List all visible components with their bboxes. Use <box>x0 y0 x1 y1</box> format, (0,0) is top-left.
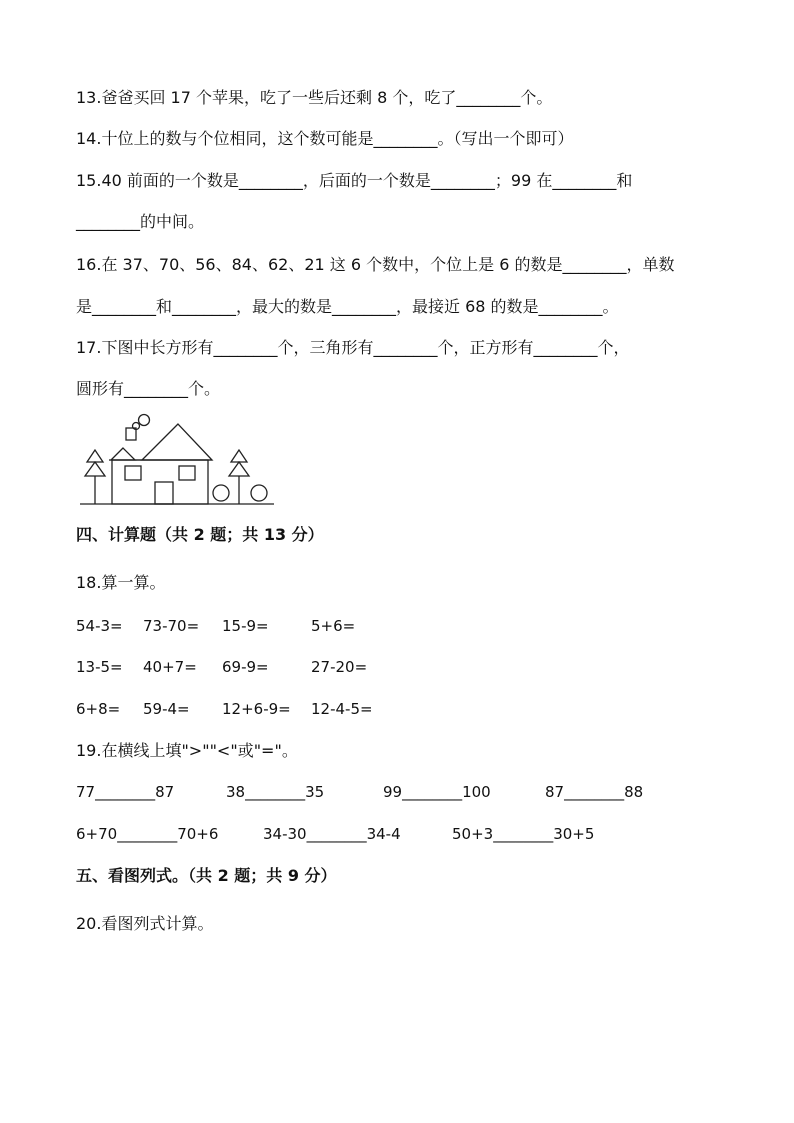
calc-item: 15-9= <box>222 617 269 635</box>
roof-triangle-small <box>111 448 135 460</box>
question-15-line1: 15.40 前面的一个数是________，后面的一个数是________；99 在________和 <box>76 171 633 190</box>
left-tree-bottom-triangle <box>85 462 105 476</box>
question-15-line2: ________的中间。 <box>76 212 205 231</box>
right-tree-bottom-triangle <box>229 462 249 476</box>
compare-item: 6+70________70+6 <box>76 825 219 843</box>
question-20: 20.看图列式计算。 <box>76 914 214 933</box>
calc-item: 13-5= <box>76 658 123 676</box>
question-18: 18.算一算。 <box>76 573 166 592</box>
question-17-line1: 17.下图中长方形有________个，三角形有________个，正方形有________个， <box>76 338 630 357</box>
roof-triangle-large <box>142 424 212 460</box>
calc-item: 27-20= <box>311 658 368 676</box>
calc-item: 73-70= <box>143 617 200 635</box>
calc-item: 6+8= <box>76 700 121 718</box>
question-17-line2: 圆形有________个。 <box>76 379 221 398</box>
calc-item: 69-9= <box>222 658 269 676</box>
compare-item: 87________88 <box>545 783 644 801</box>
window-right <box>179 466 195 480</box>
calc-item: 54-3= <box>76 617 123 635</box>
smoke-circle-large <box>139 415 150 426</box>
compare-item: 99________100 <box>383 783 491 801</box>
circle-right <box>251 485 267 501</box>
window-left <box>125 466 141 480</box>
circle-left <box>213 485 229 501</box>
question-13: 13.爸爸买回 17 个苹果，吃了一些后还剩 8 个，吃了________个。 <box>76 88 553 107</box>
compare-item: 34-30________34-4 <box>263 825 401 843</box>
calc-item: 12+6-9= <box>222 700 291 718</box>
section-4-heading: 四、计算题（共 2 题；共 13 分） <box>76 525 324 544</box>
compare-item: 50+3________30+5 <box>452 825 595 843</box>
question-16-line2: 是________和________，最大的数是________，最接近 68 的数是________。 <box>76 297 619 316</box>
left-tree-top-triangle <box>87 450 103 462</box>
question-16-line1: 16.在 37、70、56、84、62、21 这 6 个数中，个位上是 6 的数是________，单数 <box>76 255 675 274</box>
calc-item: 59-4= <box>143 700 190 718</box>
compare-item: 77________87 <box>76 783 175 801</box>
question-14: 14.十位上的数与个位相同，这个数可能是________。（写出一个即可） <box>76 129 574 148</box>
question-19: 19.在横线上填">""<"或"="。 <box>76 741 298 760</box>
compare-item: 38________35 <box>226 783 325 801</box>
section-5-heading: 五、看图列式。（共 2 题；共 9 分） <box>76 866 337 885</box>
door <box>155 482 173 504</box>
calc-item: 12-4-5= <box>311 700 373 718</box>
calc-item: 5+6= <box>311 617 356 635</box>
right-tree <box>229 450 249 504</box>
house-figure <box>78 408 278 508</box>
calc-item: 40+7= <box>143 658 197 676</box>
right-tree-top-triangle <box>231 450 247 462</box>
left-tree <box>85 450 105 504</box>
